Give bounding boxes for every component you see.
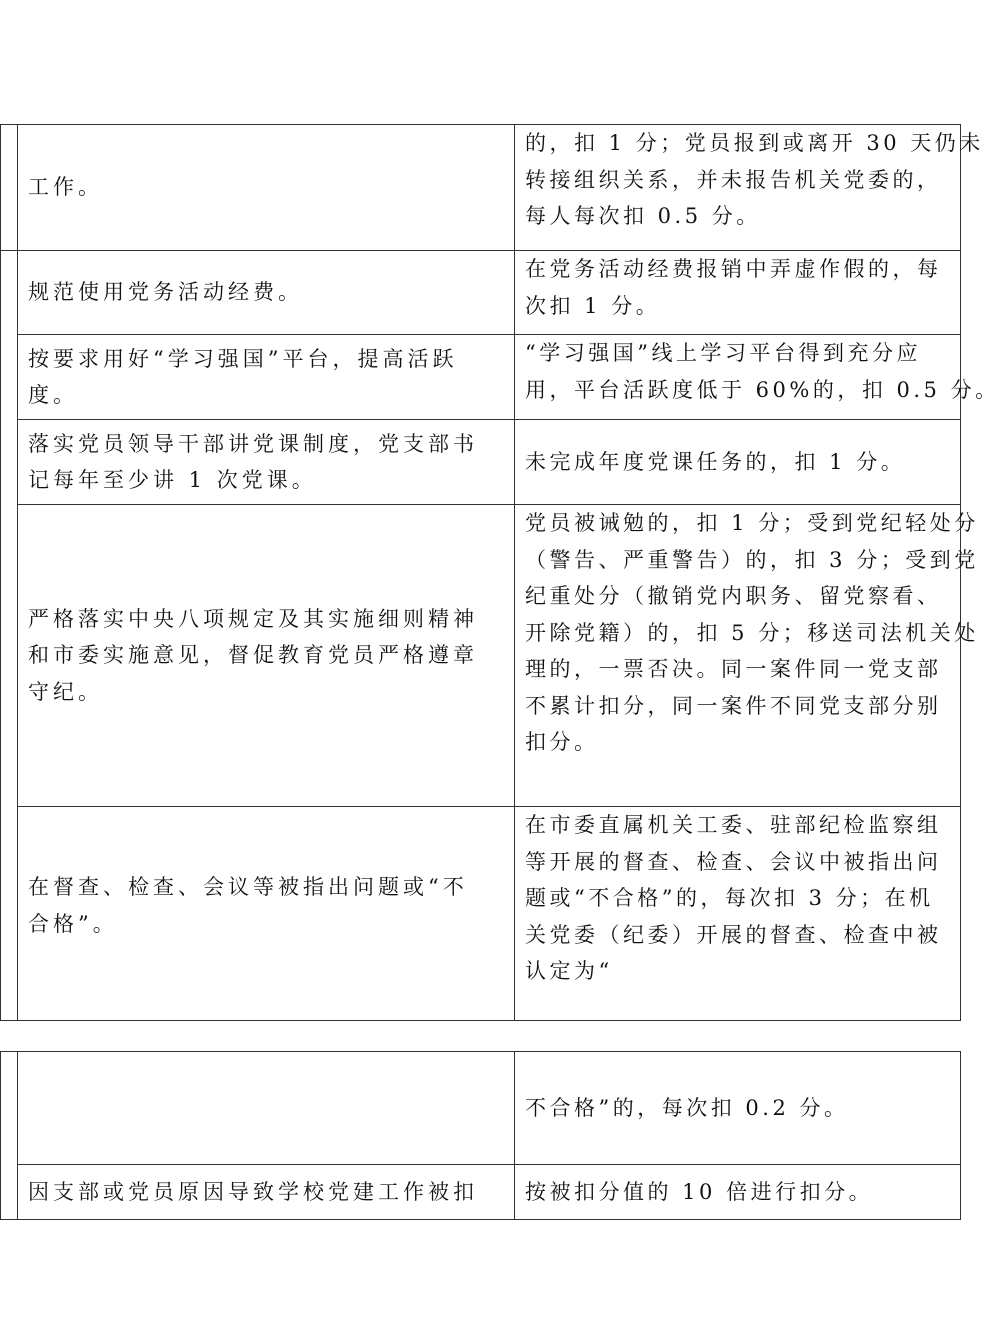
deduction-cell — [515, 251, 961, 335]
deduction-cell — [515, 335, 1000, 420]
requirement-cell — [18, 505, 515, 807]
deduction-text: 次扣 1 分。 — [525, 293, 661, 318]
deduction-cell — [515, 1052, 961, 1165]
requirement-text: 合格”。 — [28, 911, 118, 936]
table-row — [1, 251, 961, 335]
deduction-text: 的，扣 1 分；党员报到或离开 30 天仍未 — [525, 131, 984, 155]
deduction-text: 未完成年度党课任务的，扣 1 分。 — [525, 449, 906, 474]
requirement-text: 记每年至少讲 1 次党课。 — [28, 468, 317, 492]
deduction-text: 不累计扣分，同一案件不同党支部分别 — [525, 693, 942, 718]
table-row — [1, 1052, 961, 1165]
deduction-text: 在市委直属机关工委、驻部纪检监察组 — [525, 813, 942, 837]
deduction-text: 题或“不合格”的，每次扣 3 分；在机 — [525, 886, 934, 910]
scoring-table-bottom — [0, 1051, 961, 1220]
requirement-text: 工作。 — [28, 175, 103, 200]
deduction-text: 转接组织关系，并未报告机关党委的， — [525, 167, 942, 192]
table-row — [1, 125, 961, 251]
deduction-text: （警告、严重警告）的，扣 3 分；受到党 — [525, 547, 979, 572]
requirement-text: 在督查、检查、会议等被指出问题或“不 — [28, 875, 468, 899]
requirement-text: 按要求用好“学习强国”平台，提高活跃 — [28, 346, 458, 371]
group-cell — [1, 1052, 18, 1220]
deduction-text: 按被扣分值的 10 倍进行扣分。 — [525, 1179, 874, 1204]
requirement-text: 因支部或党员原因导致学校党建工作被扣 — [28, 1179, 478, 1204]
requirement-text: 落实党员领导干部讲党课制度，党支部书 — [28, 431, 478, 456]
table-row — [1, 335, 961, 420]
table-row — [1, 505, 961, 807]
deduction-text: 用，平台活跃度低于 60%的，扣 0.5 分。 — [525, 377, 1000, 402]
requirement-cell — [18, 1052, 515, 1165]
deduction-text: 党员被诫勉的，扣 1 分；受到党纪轻处分 — [525, 511, 979, 535]
deduction-text: 理的，一票否决。同一案件同一党支部 — [525, 657, 942, 681]
table-row — [1, 807, 961, 1021]
table-row — [1, 1165, 961, 1220]
requirement-cell — [18, 1165, 515, 1220]
requirement-cell — [18, 420, 515, 505]
requirement-text: 规范使用党务活动经费。 — [28, 280, 303, 305]
deduction-text: 等开展的督查、检查、会议中被指出问 — [525, 849, 942, 874]
deduction-text: “学习强国”线上学习平台得到充分应 — [525, 341, 921, 365]
deduction-cell — [515, 807, 961, 1021]
deduction-cell — [515, 1165, 961, 1220]
deduction-text: 认定为“ — [525, 959, 613, 983]
deduction-text: 每人每次扣 0.5 分。 — [525, 204, 761, 228]
table-row — [1, 420, 961, 505]
deduction-text: 关党委（纪委）开展的督查、检查中被 — [525, 922, 942, 947]
requirement-text: 度。 — [28, 383, 78, 407]
group-cell — [1, 251, 18, 1021]
deduction-text: 在党务活动经费报销中弄虚作假的，每 — [525, 257, 942, 281]
deduction-cell — [515, 420, 961, 505]
group-cell — [1, 125, 18, 251]
deduction-text: 扣分。 — [525, 730, 599, 754]
deduction-text: 不合格”的，每次扣 0.2 分。 — [525, 1095, 849, 1120]
scoring-table-top — [0, 124, 1000, 1021]
requirement-cell — [18, 807, 515, 1021]
requirement-cell — [18, 125, 515, 251]
deduction-text: 开除党籍）的，扣 5 分；移送司法机关处 — [525, 620, 979, 645]
deduction-text: 纪重处分（撤销党内职务、留党察看、 — [525, 584, 942, 608]
requirement-text: 和市委实施意见，督促教育党员严格遵章 — [28, 643, 478, 668]
requirement-text: 守纪。 — [28, 679, 103, 704]
deduction-cell — [515, 505, 979, 807]
requirement-cell — [18, 335, 515, 420]
requirement-text: 严格落实中央八项规定及其实施细则精神 — [28, 606, 478, 631]
requirement-cell — [18, 251, 515, 335]
deduction-cell — [515, 125, 984, 251]
